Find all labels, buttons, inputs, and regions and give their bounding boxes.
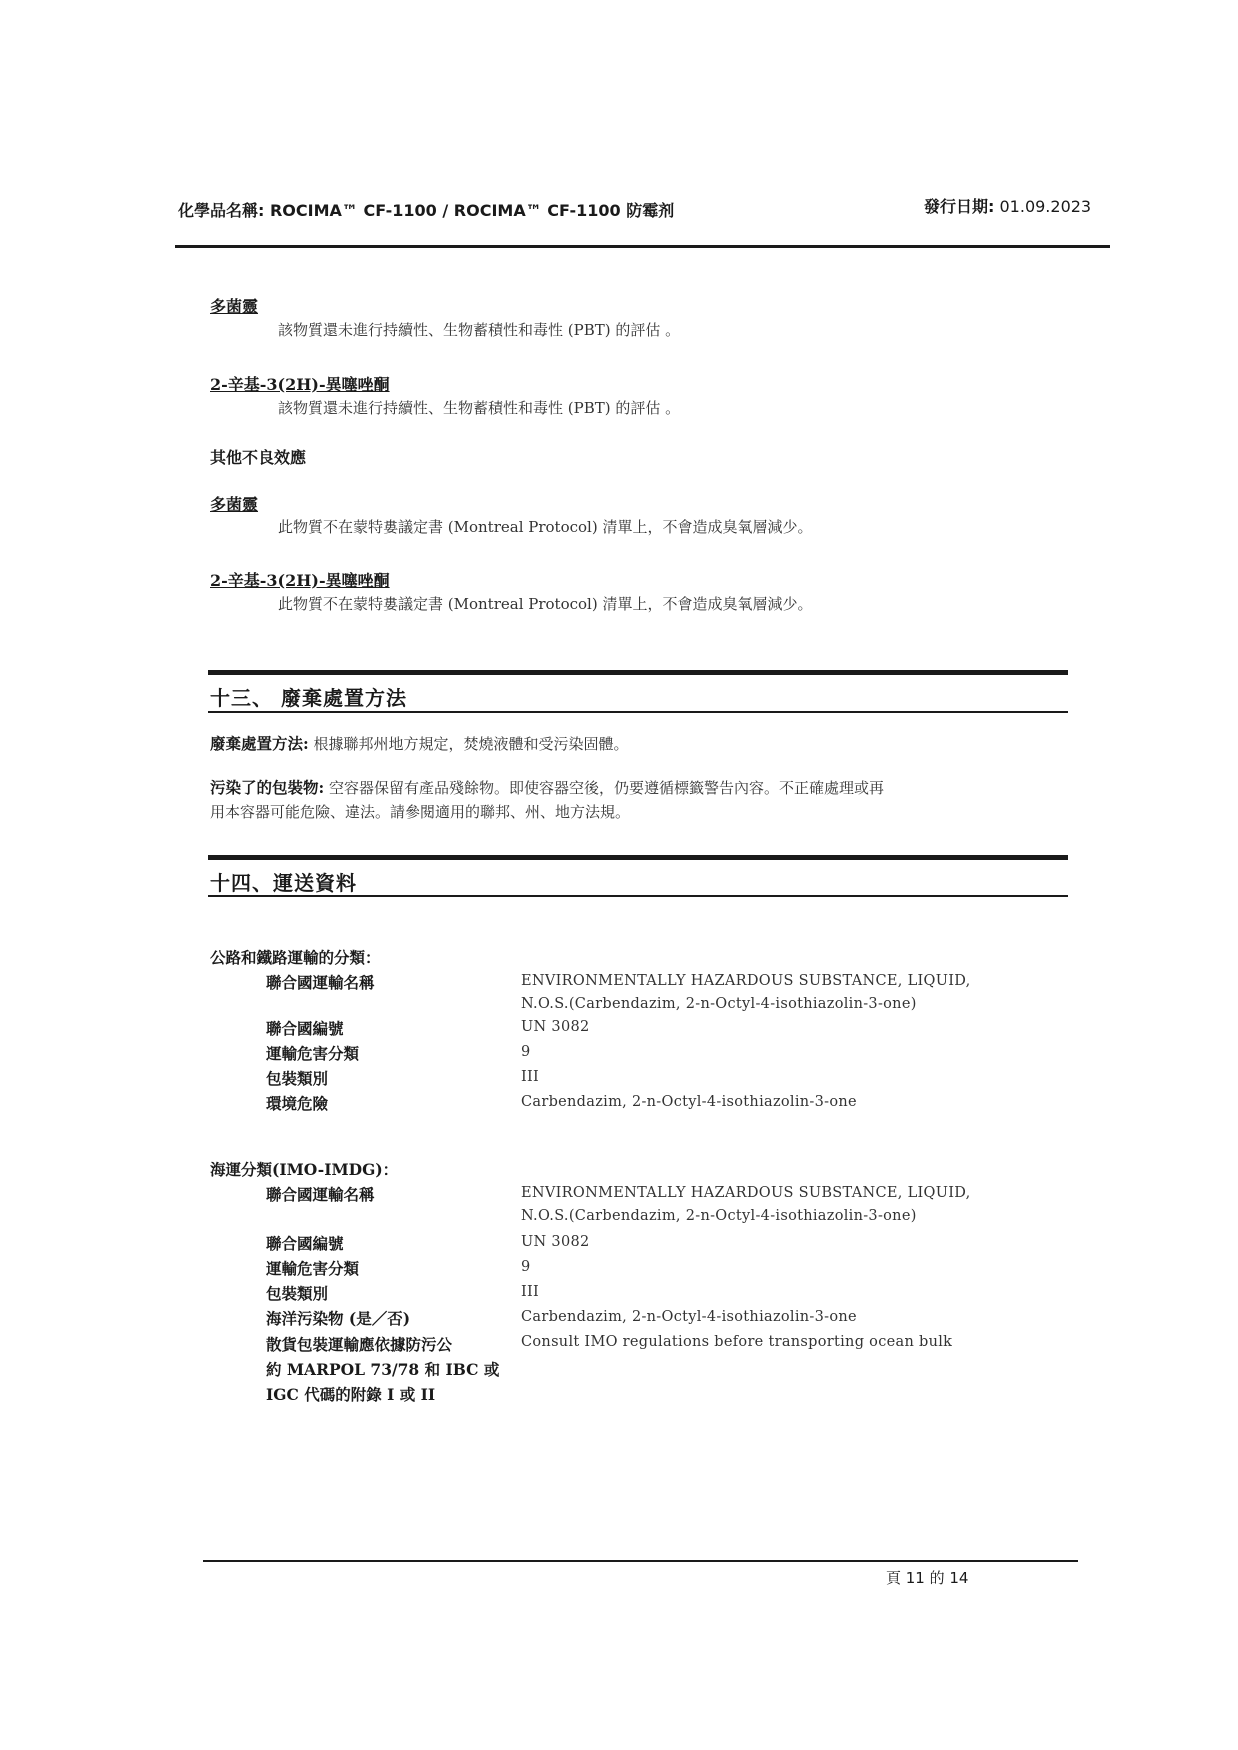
header-rule [175, 245, 1110, 248]
pbt-text-1: 該物質還未進行持續性、生物蓄積性和毒性 (PBT) 的評估 。 [278, 321, 681, 339]
road-un-name-value2: N.O.S.(Carbendazim, 2-n-Octyl-4-isothiazolin-3-one) [521, 996, 917, 1012]
sea-un-number-label: 聯合國編號 [266, 1234, 344, 1253]
road-rail-heading: 公路和鐵路運輸的分類： [210, 948, 381, 967]
sea-bulk-value: Consult IMO regulations before transporting ocean bulk [521, 1334, 953, 1350]
page-number: 頁 11 的 14 [886, 1569, 969, 1587]
road-un-name-value: ENVIRONMENTALLY HAZARDOUS SUBSTANCE, LIQUID, [521, 973, 971, 989]
disposal-text: 根據聯邦州地方規定，焚燒液體和受污染固體。 [308, 735, 629, 753]
packaging-text-line1: 空容器保留有產品殘餘物。即使容器空後，仍要遵循標籤警告內容。不正確處理或再 [324, 779, 885, 797]
section14-bottom-rule [208, 895, 1068, 897]
road-un-number-value: UN 3082 [521, 1019, 590, 1035]
sea-bulk-label [266, 1332, 499, 1407]
issue-date-label: 發行日期: [924, 197, 995, 216]
packaging-label: 污染了的包裝物: [210, 778, 325, 797]
ozone-text-2: 此物質不在蒙特婁議定書 (Montreal Protocol) 清單上，不會造成臭氧層減少。 [278, 595, 813, 613]
road-env-hazard-label: 環境危險 [266, 1094, 329, 1113]
ozone-substance-1: 多菌靈 [210, 495, 259, 514]
sea-bulk-label-line2: 約 MARPOL 73/78 和 IBC 或 [266, 1360, 500, 1379]
sea-marine-pollutant-label: 海洋污染物 (是／否) [266, 1309, 411, 1328]
issue-date [924, 194, 1091, 217]
sea-bulk-label-line1: 散貨包裝運輸應依據防污公 [266, 1335, 453, 1354]
road-un-name-label: 聯合國運輸名稱 [266, 973, 375, 992]
ozone-text-1: 此物質不在蒙特婁議定書 (Montreal Protocol) 清單上，不會造成臭氧層減少。 [278, 518, 813, 536]
road-packing-group-label: 包裝類別 [266, 1069, 329, 1088]
packaging-text-line2: 用本容器可能危險、違法。請參閱適用的聯邦、州、地方法規。 [210, 803, 631, 821]
disposal-paragraph [210, 732, 629, 754]
section13-top-rule [208, 670, 1068, 675]
section14-title: 十四、運送資料 [210, 871, 357, 895]
ozone-substance-2: 2-辛基-3(2H)-異噻唑酮 [210, 571, 390, 590]
pbt-text-2: 該物質還未進行持續性、生物蓄積性和毒性 (PBT) 的評估 。 [278, 399, 681, 417]
sea-bulk-label-line3: IGC 代碼的附錄 I 或 II [266, 1385, 436, 1404]
sea-un-name-label: 聯合國運輸名稱 [266, 1185, 375, 1204]
road-env-hazard-value: Carbendazim, 2-n-Octyl-4-isothiazolin-3-one [521, 1094, 857, 1110]
section13-title: 十三、 廢棄處置方法 [210, 686, 407, 710]
issue-date-value: 01.09.2023 [999, 197, 1092, 216]
sea-un-number-value: UN 3082 [521, 1234, 590, 1250]
road-un-number-label: 聯合國編號 [266, 1019, 344, 1038]
sea-hazard-class-label: 運輸危害分類 [266, 1259, 360, 1278]
sea-packing-group-label: 包裝類別 [266, 1284, 329, 1303]
road-hazard-class-label: 運輸危害分類 [266, 1044, 360, 1063]
sea-un-name-value2: N.O.S.(Carbendazim, 2-n-Octyl-4-isothiazolin-3-one) [521, 1208, 917, 1224]
section14-top-rule [208, 855, 1068, 860]
sea-packing-group-value: III [521, 1284, 540, 1300]
sea-marine-pollutant-value: Carbendazim, 2-n-Octyl-4-isothiazolin-3-one [521, 1309, 857, 1325]
product-name: 化學品名稱: ROCIMA™ CF-1100 / ROCIMA™ CF-1100 防霉剂 [178, 201, 675, 220]
road-packing-group-value: III [521, 1069, 540, 1085]
road-hazard-class-value: 9 [521, 1044, 531, 1060]
footer-rule [203, 1560, 1078, 1562]
other-effects-title: 其他不良效應 [210, 448, 307, 467]
pbt-substance-2: 2-辛基-3(2H)-異噻唑酮 [210, 375, 390, 394]
disposal-label: 廢棄處置方法: [210, 734, 309, 753]
sea-hazard-class-value: 9 [521, 1259, 531, 1275]
sea-heading: 海運分類(IMO-IMDG)： [210, 1160, 399, 1179]
sea-un-name-value: ENVIRONMENTALLY HAZARDOUS SUBSTANCE, LIQUID, [521, 1185, 971, 1201]
packaging-paragraph [210, 776, 884, 824]
section13-bottom-rule [208, 711, 1068, 713]
pbt-substance-1: 多菌靈 [210, 297, 259, 316]
